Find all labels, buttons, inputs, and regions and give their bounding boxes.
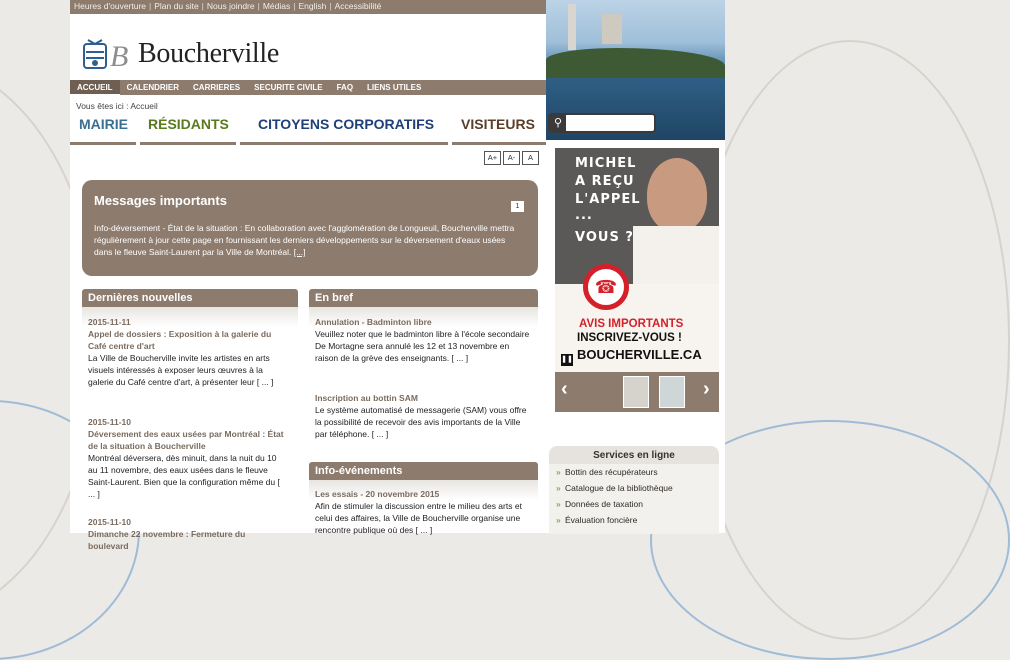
news-header: Dernières nouvelles	[82, 289, 298, 307]
utility-link-contact[interactable]: Nous joindre	[206, 1, 255, 11]
font-size-controls	[482, 151, 539, 165]
font-reset-button[interactable]: A	[522, 151, 539, 165]
carousel-next-button[interactable]: ›	[703, 378, 710, 400]
list-item[interactable]	[315, 316, 530, 364]
events-list	[309, 480, 538, 533]
utility-link-hours[interactable]: Heures d'ouverture	[74, 1, 147, 11]
news-date: 2015-11-11	[88, 317, 131, 327]
section-tabs	[70, 114, 546, 148]
section-tab-corporate[interactable]: CITOYENS CORPORATIFS	[258, 116, 435, 132]
search-box[interactable]	[548, 113, 656, 133]
news-text: La Ville de Boucherville invite les artistes en arts visuels intéressés à exposer leurs œuvres à la galerie du Café centre d'art, à présenter leur [ ... ]	[88, 353, 274, 387]
nav-item-links[interactable]: LIENS UTILES	[367, 83, 422, 92]
font-increase-button[interactable]: A+	[484, 151, 501, 165]
ad-text-line: VOUS ?	[575, 230, 634, 245]
important-messages	[82, 180, 538, 276]
utility-links: Heures d'ouverture | Plan du site | Nous joindre | Médias | English | Accessibilité	[74, 1, 382, 11]
news-date: 2015-11-10	[88, 417, 132, 427]
brief-title[interactable]: Inscription au bottin SAM	[315, 393, 418, 403]
service-link-catalogue[interactable]: » Catalogue de la bibliothèque	[549, 480, 719, 496]
ad-avis: AVIS IMPORTANTS	[579, 318, 684, 330]
nav-item-civil-security[interactable]: SECURITE CIVILE	[254, 83, 323, 92]
messages-count[interactable]: 1	[511, 201, 524, 212]
news-title[interactable]: Déversement des eaux usées par Montréal : État de la situation à Boucherville	[88, 429, 284, 451]
brief-list	[309, 307, 538, 457]
brief-text: Le système automatisé de messagerie (SAM) vous offre la possibilité de recevoir des avis importants de la Ville par téléphone. [ ... ]	[315, 405, 527, 439]
news-title[interactable]: Dimanche 22 novembre : Fermeture du boulevard	[88, 529, 246, 551]
ad-banner[interactable]	[555, 148, 719, 372]
breadcrumb: Vous êtes ici : Accueil	[76, 101, 158, 111]
search-icon[interactable]: ⚲	[550, 115, 566, 131]
messages-title: Messages importants	[94, 193, 227, 208]
service-link-recuperateurs[interactable]: » Bottin des récupérateurs	[549, 464, 719, 480]
list-item[interactable]	[88, 316, 288, 388]
ad-text-line: L'APPEL	[575, 192, 641, 207]
nav-item-careers[interactable]: CARRIERES	[193, 83, 241, 92]
nav-item-calendar[interactable]: CALENDRIER	[126, 83, 180, 92]
news-title[interactable]: Appel de dossiers : Exposition à la galerie du Café centre d'art	[88, 329, 272, 351]
phone-icon: ☎	[583, 264, 629, 310]
ad-text-line: MICHEL	[575, 156, 637, 171]
page	[70, 0, 725, 551]
services-header: Services en ligne	[549, 446, 719, 464]
utility-link-english[interactable]: English	[298, 1, 327, 11]
news-text: Montréal déversera, dès minuit, dans la nuit du 10 au 11 novembre, des eaux usées dans le fleuve Saint-Laurent. Bien que la configuration même du [ ... ]	[88, 453, 280, 499]
utility-link-media[interactable]: Médias	[262, 1, 291, 11]
ad-text-line: A REÇU	[575, 174, 635, 189]
person-photo	[647, 158, 707, 232]
section-tab-mairie[interactable]: MAIRIE	[79, 116, 128, 132]
utility-link-sitemap[interactable]: Plan du site	[154, 1, 199, 11]
ad-text-line: ...	[575, 208, 593, 223]
font-decrease-button[interactable]: A-	[503, 151, 520, 165]
service-link-taxation[interactable]: » Données de taxation	[549, 496, 719, 512]
brief-header: En bref	[309, 289, 538, 307]
nav-item-faq[interactable]: FAQ	[336, 83, 354, 92]
brief-text: Veuillez noter que le badminton libre à l'école secondaire De Mortagne sera annulé les 12 et 13 novembre en raison de la grève des enseignants. [ ... ]	[315, 329, 530, 363]
news-date: 2015-11-10	[88, 517, 132, 527]
brief-title[interactable]: Annulation - Badminton libre	[315, 317, 432, 327]
ad-inscrivez: INSCRIVEZ-VOUS !	[577, 332, 682, 344]
city-crest-icon[interactable]	[82, 38, 129, 73]
site-logo-text[interactable]: Boucherville	[138, 38, 280, 69]
messages-text: Info-déversement - État de la situation : En collaboration avec l'agglomération de Longueuil, Boucherville mettra régulièrement à jour cette page en fournissant les derniers développements sur le déversement d'eaux usées dans le fleuve Saint-Laurent par la Ville de Montréal.	[94, 223, 515, 257]
news-list	[82, 307, 298, 551]
carousel-controls	[555, 372, 719, 412]
messages-more-link[interactable]: [...]	[293, 247, 306, 257]
pause-icon[interactable]: ❚❚	[561, 354, 573, 366]
list-item[interactable]	[315, 488, 530, 536]
carousel-thumbnail[interactable]	[659, 376, 685, 408]
events-header: Info-événements	[309, 462, 538, 480]
utility-link-accessibility[interactable]: Accessibilité	[334, 1, 382, 11]
event-text: Afin de stimuler la discussion entre le milieu des arts et celui des affaires, la Ville de Boucherville organise une rencontre publique où des [ ... ]	[315, 501, 522, 535]
section-tab-residants[interactable]: RÉSIDANTS	[148, 116, 229, 132]
services-list	[549, 464, 719, 534]
carousel-thumbnail[interactable]	[623, 376, 649, 408]
svg-text:B: B	[110, 40, 129, 73]
carousel-prev-button[interactable]: ‹	[561, 378, 568, 400]
list-item[interactable]	[88, 516, 288, 552]
section-tab-visitors[interactable]: VISITEURS	[461, 116, 535, 132]
nav-item-home[interactable]: ACCUEIL	[70, 80, 120, 95]
ad-url: BOUCHERVILLE.CA	[577, 347, 702, 362]
event-title[interactable]: Les essais - 20 novembre 2015	[315, 489, 440, 499]
service-link-evaluation[interactable]: » Évaluation foncière	[549, 512, 719, 528]
list-item[interactable]	[88, 416, 288, 500]
main-nav	[70, 80, 546, 95]
list-item[interactable]	[315, 392, 530, 440]
